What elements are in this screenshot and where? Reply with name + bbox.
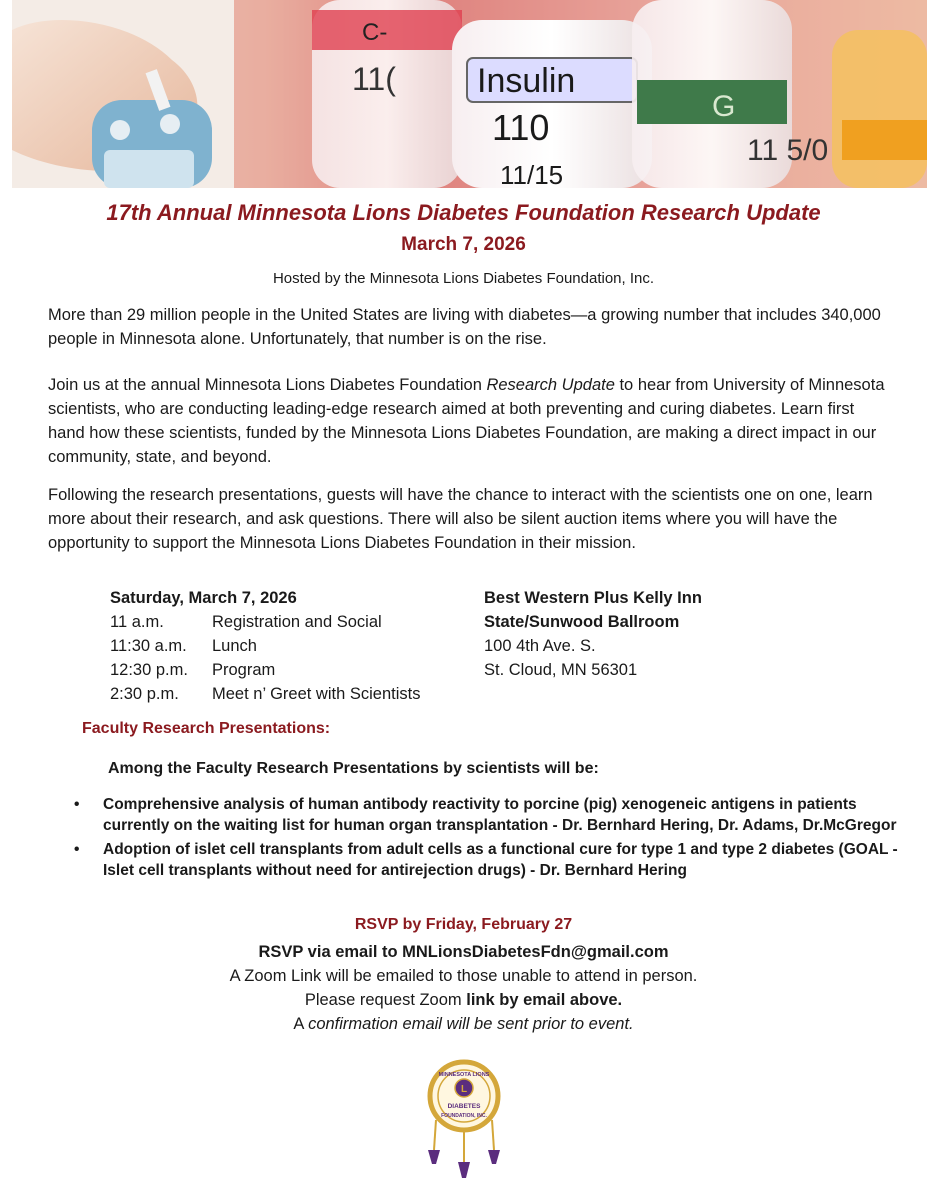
foundation-logo (422, 1058, 506, 1182)
header-banner-image (12, 0, 927, 188)
logo-feather-right (488, 1150, 500, 1164)
faculty-list (72, 794, 902, 884)
join-text-a: Join us at the annual Minnesota Lions Diabetes Foundation (48, 376, 487, 394)
event-date: March 7, 2026 (401, 234, 526, 255)
research-update-emphasis: Research Update (486, 376, 615, 394)
venue (484, 586, 702, 682)
schedule-time: 12:30 p.m. (110, 661, 188, 679)
schedule-event: Program (212, 661, 276, 679)
logo-mid-text: DIABETES (447, 1103, 481, 1110)
schedule-event: Registration and Social (212, 613, 382, 631)
schedule-time: 11:30 a.m. (110, 637, 187, 655)
zoom-request-line (0, 991, 927, 1010)
schedule-row (110, 610, 420, 634)
logo-bottom-text: FOUNDATION, INC. (441, 1113, 487, 1119)
vial-green-code: G (712, 90, 736, 123)
following-paragraph: Following the research presentations, guests will have the chance to interact with the scientists one on one, learn more about their research, and ask questions. There will also be silent auction items where you will have the opportunity to support the Minnesota Lions Diabetes Foundation in their mission. (48, 486, 873, 552)
schedule-row (110, 658, 420, 682)
schedule (110, 586, 420, 706)
logo-feather-center (458, 1162, 470, 1178)
rsvp-email-line: RSVP via email to MNLionsDiabetesFdn@gmail.com (258, 943, 669, 961)
zoom-request-text: Please request Zoom (304, 991, 467, 1009)
schedule-time: 2:30 p.m. (110, 685, 179, 703)
confirmation-prefix: A (293, 1015, 309, 1033)
insulin-label: Insulin (477, 62, 576, 100)
list-item (72, 839, 902, 881)
insulin-number: 110 (492, 107, 550, 148)
schedule-row (110, 634, 420, 658)
zoom-request-bold: link by email above. (466, 991, 623, 1009)
logo-letter: L (460, 1084, 468, 1095)
join-paragraph (48, 373, 888, 469)
rsvp-deadline: RSVP by Friday, February 27 (354, 916, 573, 933)
vial-yellow (832, 30, 927, 188)
zoom-line: A Zoom Link will be emailed to those unable to attend in person. (229, 967, 698, 985)
list-item-text: Comprehensive analysis of human antibody reactivity to porcine (pig) xenogeneic antigens in patients currently on the waiting list for human organ transplantation - Dr. Bernhard Hering, Dr. Adams, Dr.McGregor (103, 796, 897, 834)
hosted-by: Hosted by the Minnesota Lions Diabetes Foundation, Inc. (272, 270, 655, 287)
bullet-icon: • (74, 796, 80, 813)
join-text-b: to hear from University of Minnesota scientists, who are conducting leading-edge research aimed at both preventing and curing diabetes. Learn first hand how these scientists, funded by the Minnesota Lions Diabetes Foundation, are making a direct impact in our community, state, and beyond. (48, 376, 885, 466)
venue-name: Best Western Plus Kelly Inn (484, 589, 702, 607)
schedule-event: Lunch (212, 637, 257, 655)
logo-feather-left (428, 1150, 440, 1164)
schedule-time: 11 a.m. (110, 613, 164, 631)
confirmation-italic: confirmation email will be sent prior to event. (308, 1015, 634, 1033)
confirmation-line (0, 1015, 927, 1034)
faculty-heading: Faculty Research Presentations: (82, 720, 331, 737)
schedule-row (110, 682, 420, 706)
venue-street: 100 4th Ave. S. (484, 637, 596, 655)
intro-paragraph: More than 29 million people in the United States are living with diabetes—a growing number that includes 340,000 people in Minnesota alone. Unfortunately, that number is on the rise. (48, 306, 881, 348)
faculty-intro: Among the Faculty Research Presentations by scientists will be: (108, 760, 599, 777)
banner-illustration (12, 0, 927, 188)
vial-left-code: C- (362, 19, 388, 46)
vial-left-number: 11( (352, 61, 396, 97)
schedule-day: Saturday, March 7, 2026 (110, 589, 297, 607)
list-item-text: Adoption of islet cell transplants from adult cells as a functional cure for type 1 and type 2 diabetes (GOAL - Islet cell transplants without need for antirejection drugs) - Dr. Bernhard Hering (103, 841, 898, 879)
logo-top-text: MINNESOTA LIONS (438, 1072, 490, 1078)
venue-room: State/Sunwood Ballroom (484, 613, 680, 631)
insulin-date: 11/15 (500, 160, 564, 188)
schedule-event: Meet n’ Greet with Scientists (212, 685, 421, 703)
bullet-icon: • (74, 841, 80, 858)
vial-green-number: 11 5/0 (747, 134, 829, 167)
list-item (72, 794, 902, 836)
venue-city: St. Cloud, MN 56301 (484, 661, 638, 679)
page-title: 17th Annual Minnesota Lions Diabetes Foundation Research Update (106, 200, 821, 225)
